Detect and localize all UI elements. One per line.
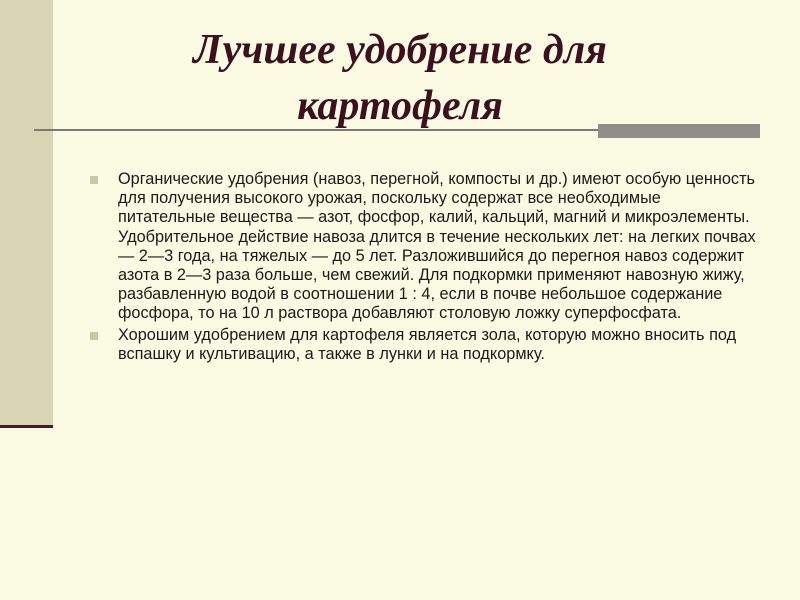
decorative-side-band (0, 0, 53, 427)
bullet-text: Органические удобрения (навоз, перегной, компосты и др.) имеют особую ценность для получения высокого урожая, поскольку содержат все необходимые питательные вещества — азот, фосфор, калий, кальций, магний и микроэлементы. Удобрительное действие навоза длится в течение нескольких лет: на легких почвах — 2—3 года, на тяжелых — до 5 лет. Разложившийся до перегноя навоз содержит азота в 2—3 раза больше, чем свежий. Для подкормки применяют навозную жижу, разбавленную водой в соотношении 1 : 4, если в почве небольшое содержание фосфора, то на 10 л раствора добавляют столовую ложку суперфосфата. (118, 170, 756, 323)
bullet-text: Хорошим удобрением для картофеля является зола, которую можно вносить под вспашку и культивацию, а также в лунки и на подкормку. (118, 325, 737, 363)
side-band-underline (0, 425, 53, 428)
bullet-item (90, 326, 760, 364)
bullet-list (90, 170, 760, 366)
bullet-item (90, 170, 760, 324)
square-bullet-icon (90, 176, 98, 184)
title-divider-accent (598, 124, 760, 138)
square-bullet-icon (90, 332, 98, 340)
slide-title: Лучшее удобрение для картофеля (193, 27, 607, 129)
